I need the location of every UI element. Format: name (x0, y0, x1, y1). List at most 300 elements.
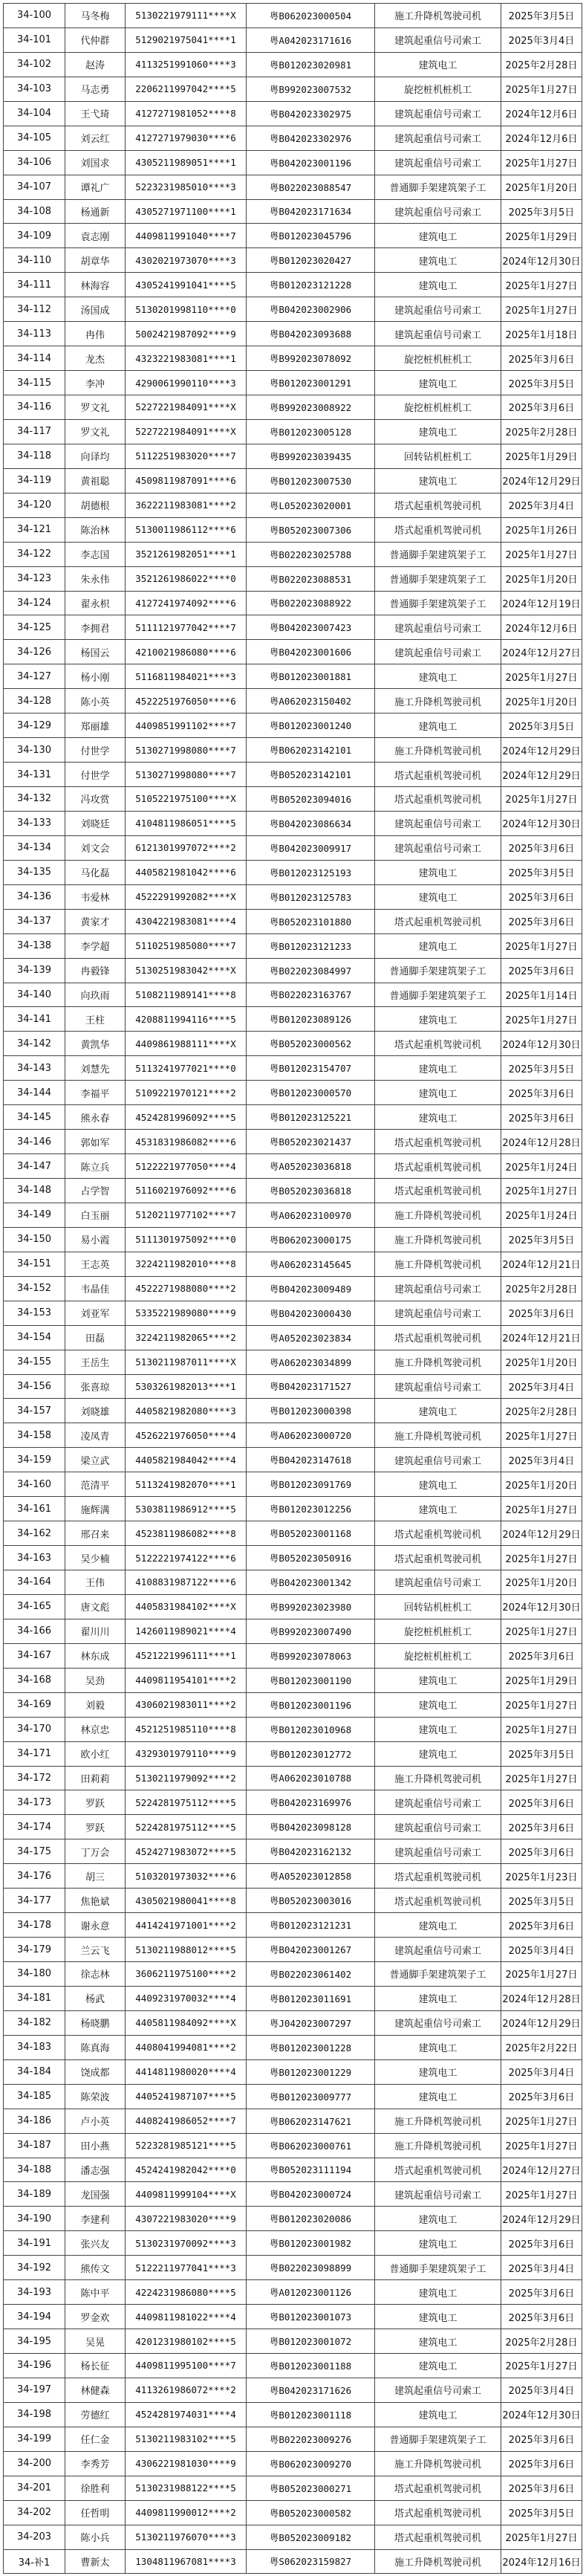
table-row (4, 2085, 582, 2109)
name-cell: 罗文礼 (65, 395, 126, 420)
table-row (4, 640, 582, 664)
job-type-cell: 建筑起重信号司索工 (375, 1448, 501, 1472)
row-index-cell: 34-166 (4, 1619, 65, 1644)
job-type-cell: 施工升降机驾驶司机 (375, 2452, 501, 2476)
job-type-cell: 建筑电工 (375, 1718, 501, 1742)
name-cell: 陈小兵 (65, 2525, 126, 2550)
date-cell: 2025年1月20日 (501, 1350, 582, 1375)
name-cell: 张兴友 (65, 2231, 126, 2256)
name-cell: 汤国成 (65, 297, 126, 322)
id-number-cell: 3224211982010****8 (126, 1252, 247, 1277)
certificate-number-cell: 粤B062023147621 (247, 2109, 375, 2134)
row-index-cell: 34-200 (4, 2452, 65, 2476)
certificate-number-cell: 粤B012023020086 (247, 2207, 375, 2231)
name-cell: 刘亚军 (65, 1301, 126, 1326)
job-type-cell: 塔式起重机驾驶司机 (375, 910, 501, 934)
date-cell: 2025年1月27日 (501, 2134, 582, 2158)
name-cell: 丁万会 (65, 1839, 126, 1864)
table-row (4, 1521, 582, 1546)
name-cell: 代仲群 (65, 28, 126, 53)
id-number-cell: 4523811986082****8 (126, 1521, 247, 1546)
row-index-cell: 34-131 (4, 763, 65, 787)
date-cell: 2025年1月27日 (501, 1179, 582, 1203)
id-number-cell: 4409851991102****7 (126, 713, 247, 738)
personnel-table (3, 3, 582, 2574)
id-number-cell: 5120211977102****7 (126, 1203, 247, 1228)
date-cell: 2025年1月27日 (501, 2182, 582, 2207)
name-cell: 欧小红 (65, 1742, 126, 1767)
id-number-cell: 4409811990012****2 (126, 2501, 247, 2525)
table-row (4, 2329, 582, 2354)
certificate-number-cell: 粤B042023007423 (247, 615, 375, 640)
id-number-cell: 4409811995100****7 (126, 2354, 247, 2378)
certificate-number-cell: 粤B022023084997 (247, 959, 375, 983)
id-number-cell: 5105221975100****X (126, 787, 247, 812)
name-cell: 陈治林 (65, 518, 126, 543)
id-number-cell: 4409811991040****7 (126, 224, 247, 248)
table-row (4, 689, 582, 713)
table-row (4, 1423, 582, 1448)
name-cell: 凌凤青 (65, 1423, 126, 1448)
date-cell: 2025年1月27日 (501, 1693, 582, 1718)
table-row (4, 1570, 582, 1595)
date-cell: 2024年12月30日 (501, 1032, 582, 1056)
row-index-cell: 34-140 (4, 983, 65, 1008)
date-cell: 2025年3月5日 (501, 1889, 582, 1913)
job-type-cell: 普通脚手架建筑架子工 (375, 567, 501, 592)
date-cell: 2025年1月27日 (501, 297, 582, 322)
row-index-cell: 34-198 (4, 2403, 65, 2427)
id-number-cell: 5116021976092****6 (126, 1179, 247, 1203)
table-row (4, 2207, 582, 2231)
row-index-cell: 34-178 (4, 1913, 65, 1938)
row-index-cell: 34-143 (4, 1056, 65, 1081)
certificate-number-cell: 粤B012023012256 (247, 1497, 375, 1521)
row-index-cell: 34-179 (4, 1938, 65, 1962)
row-index-cell: 34-145 (4, 1105, 65, 1130)
date-cell: 2025年1月27日 (501, 1007, 582, 1032)
table-row (4, 248, 582, 273)
table-row (4, 2036, 582, 2060)
id-number-cell: 2206211997042****5 (126, 77, 247, 102)
job-type-cell: 建筑电工 (375, 224, 501, 248)
name-cell: 曹新太 (65, 2550, 126, 2575)
date-cell: 2025年1月27日 (501, 1497, 582, 1521)
name-cell: 陈立兵 (65, 1154, 126, 1179)
date-cell: 2025年3月6日 (501, 2280, 582, 2305)
id-number-cell: 4524241982042****0 (126, 2158, 247, 2183)
table-row (4, 1007, 582, 1032)
name-cell: 邢召来 (65, 1521, 126, 1546)
name-cell: 吴劲 (65, 1669, 126, 1693)
date-cell: 2025年3月4日 (501, 2060, 582, 2085)
id-number-cell: 4305271971100****1 (126, 200, 247, 224)
name-cell: 陈小英 (65, 689, 126, 713)
certificate-number-cell: 粤B012023020427 (247, 248, 375, 273)
job-type-cell: 普通脚手架建筑架子工 (375, 592, 501, 616)
row-index-cell: 34-183 (4, 2036, 65, 2060)
name-cell: 范清平 (65, 1472, 126, 1497)
row-index-cell: 34-202 (4, 2501, 65, 2525)
row-index-cell: 34-136 (4, 885, 65, 910)
name-cell: 王伟 (65, 1570, 126, 1595)
row-index-cell: 34-117 (4, 420, 65, 444)
table-row (4, 592, 582, 616)
row-index-cell: 34-132 (4, 787, 65, 812)
job-type-cell: 建筑起重信号司索工 (375, 836, 501, 861)
table-row (4, 2011, 582, 2036)
table-row (4, 861, 582, 885)
id-number-cell: 4329301979110****9 (126, 1742, 247, 1767)
certificate-number-cell: 粤B012023001982 (247, 2231, 375, 2256)
id-number-cell: 1304811967081****3 (126, 2550, 247, 2575)
row-index-cell: 34-135 (4, 861, 65, 885)
name-cell: 陈中平 (65, 2280, 126, 2305)
table-row (4, 518, 582, 543)
name-cell: 田磊 (65, 1326, 126, 1350)
name-cell: 刘晓廷 (65, 812, 126, 836)
name-cell: 李志国 (65, 543, 126, 567)
row-index-cell: 34-101 (4, 28, 65, 53)
certificate-number-cell: 粤B012023010968 (247, 1718, 375, 1742)
table-row (4, 1693, 582, 1718)
certificate-number-cell: 粤B042023302975 (247, 102, 375, 126)
name-cell: 任哲明 (65, 2501, 126, 2525)
id-number-cell: 5122211977041****3 (126, 2256, 247, 2280)
date-cell: 2025年2月28日 (501, 420, 582, 444)
name-cell: 刘毅 (65, 1693, 126, 1718)
table-row (4, 444, 582, 469)
row-index-cell: 34-146 (4, 1130, 65, 1154)
certificate-number-cell: 粤B012023001196 (247, 1693, 375, 1718)
id-number-cell: 5223281985121****5 (126, 2134, 247, 2158)
name-cell: 胡三 (65, 1864, 126, 1889)
row-index-cell: 34-177 (4, 1889, 65, 1913)
certificate-number-cell: 粤B012023045796 (247, 224, 375, 248)
id-number-cell: 5111121977042****7 (126, 615, 247, 640)
certificate-number-cell: 粤B042023086634 (247, 812, 375, 836)
name-cell: 王弋琦 (65, 102, 126, 126)
date-cell: 2025年2月28日 (501, 53, 582, 77)
table-row (4, 934, 582, 959)
certificate-number-cell: 粤B052023036818 (247, 1179, 375, 1203)
table-row (4, 787, 582, 812)
date-cell: 2025年1月29日 (501, 224, 582, 248)
table-row (4, 420, 582, 444)
table-row (4, 1889, 582, 1913)
job-type-cell: 建筑电工 (375, 53, 501, 77)
row-index-cell: 34-199 (4, 2427, 65, 2452)
row-index-cell: 34-175 (4, 1839, 65, 1864)
name-cell: 向译均 (65, 444, 126, 469)
table-row (4, 983, 582, 1008)
name-cell: 罗跃 (65, 1815, 126, 1839)
id-number-cell: 5224281975112****5 (126, 1790, 247, 1815)
table-row (4, 273, 582, 297)
name-cell: 易小霞 (65, 1228, 126, 1252)
certificate-number-cell: 粤B012023011691 (247, 1987, 375, 2011)
job-type-cell: 建筑电工 (375, 2354, 501, 2378)
date-cell: 2025年3月6日 (501, 2452, 582, 2476)
job-type-cell: 施工升降机驾驶司机 (375, 1203, 501, 1228)
table-row (4, 2060, 582, 2085)
row-index-cell: 34-114 (4, 346, 65, 371)
table-row (4, 1497, 582, 1521)
row-index-cell: 34-137 (4, 910, 65, 934)
job-type-cell: 施工升降机驾驶司机 (375, 4, 501, 28)
certificate-number-cell: 粤B992023023980 (247, 1595, 375, 1619)
job-type-cell: 塔式起重机驾驶司机 (375, 1889, 501, 1913)
row-index-cell: 34-157 (4, 1399, 65, 1423)
table-row (4, 2501, 582, 2525)
name-cell: 赵涛 (65, 53, 126, 77)
row-index-cell: 34-168 (4, 1669, 65, 1693)
id-number-cell: 4409861988111****X (126, 1032, 247, 1056)
id-number-cell: 4201231980102****5 (126, 2329, 247, 2354)
job-type-cell: 建筑电工 (375, 1399, 501, 1423)
date-cell: 2024年12月27日 (501, 640, 582, 664)
row-index-cell: 34-150 (4, 1228, 65, 1252)
id-number-cell: 5303261982013****1 (126, 1375, 247, 1399)
date-cell: 2025年3月5日 (501, 371, 582, 395)
table-row (4, 224, 582, 248)
certificate-number-cell: 粤B012023121228 (247, 273, 375, 297)
name-cell: 林东成 (65, 1644, 126, 1669)
date-cell: 2024年12月29日 (501, 738, 582, 763)
table-row (4, 885, 582, 910)
job-type-cell: 建筑起重信号司索工 (375, 2378, 501, 2403)
certificate-number-cell: 粤B052023021437 (247, 1130, 375, 1154)
date-cell: 2025年1月27日 (501, 1718, 582, 1742)
certificate-number-cell: 粤B052023007306 (247, 518, 375, 543)
date-cell: 2024年12月30日 (501, 248, 582, 273)
job-type-cell: 建筑起重信号司索工 (375, 1938, 501, 1962)
table-row (4, 1448, 582, 1472)
name-cell: 白玉丽 (65, 1203, 126, 1228)
date-cell: 2025年1月20日 (501, 689, 582, 713)
row-index-cell: 34-141 (4, 1007, 65, 1032)
name-cell: 杨小刚 (65, 664, 126, 689)
row-index-cell: 34-170 (4, 1718, 65, 1742)
row-index-cell: 34-106 (4, 151, 65, 175)
date-cell: 2025年1月27日 (501, 151, 582, 175)
id-number-cell: 5130211979092****2 (126, 1767, 247, 1791)
name-cell: 罗文礼 (65, 420, 126, 444)
row-index-cell: 34-148 (4, 1179, 65, 1203)
row-index-cell: 34-121 (4, 518, 65, 543)
name-cell: 刘国求 (65, 151, 126, 175)
name-cell: 马冬梅 (65, 4, 126, 28)
row-index-cell: 34-108 (4, 200, 65, 224)
certificate-number-cell: 粤B012023089126 (247, 1007, 375, 1032)
date-cell: 2025年3月6日 (501, 2427, 582, 2452)
job-type-cell: 施工升降机驾驶司机 (375, 1350, 501, 1375)
date-cell: 2025年1月27日 (501, 2109, 582, 2134)
name-cell: 林健森 (65, 2378, 126, 2403)
job-type-cell: 塔式起重机驾驶司机 (375, 1154, 501, 1179)
row-index-cell: 34-125 (4, 615, 65, 640)
certificate-number-cell: 粤B012023125783 (247, 885, 375, 910)
certificate-number-cell: 粤B992023008922 (247, 395, 375, 420)
job-type-cell: 建筑起重信号司索工 (375, 322, 501, 346)
certificate-number-cell: 粤B022023088547 (247, 175, 375, 200)
date-cell: 2025年3月6日 (501, 1105, 582, 1130)
date-cell: 2025年2月28日 (501, 2329, 582, 2354)
id-number-cell: 4531831986082****6 (126, 1130, 247, 1154)
certificate-number-cell: 粤B012023125193 (247, 861, 375, 885)
date-cell: 2024年12月6日 (501, 615, 582, 640)
row-index-cell: 34-193 (4, 2280, 65, 2305)
certificate-number-cell: 粤B012023001188 (247, 2354, 375, 2378)
job-type-cell: 建筑电工 (375, 885, 501, 910)
job-type-cell: 建筑起重信号司索工 (375, 126, 501, 151)
job-type-cell: 建筑电工 (375, 1693, 501, 1718)
certificate-number-cell: 粤B022023088922 (247, 592, 375, 616)
job-type-cell: 建筑电工 (375, 1105, 501, 1130)
row-index-cell: 34-197 (4, 2378, 65, 2403)
date-cell: 2025年1月20日 (501, 1472, 582, 1497)
job-type-cell: 建筑电工 (375, 420, 501, 444)
row-index-cell: 34-115 (4, 371, 65, 395)
id-number-cell: 4304221983081****4 (126, 910, 247, 934)
job-type-cell: 建筑起重信号司索工 (375, 1301, 501, 1326)
certificate-number-cell: 粤B022023163767 (247, 983, 375, 1008)
date-cell: 2024年12月29日 (501, 469, 582, 493)
id-number-cell: 4127271979030****6 (126, 126, 247, 151)
id-number-cell: 4521251985110****8 (126, 1718, 247, 1742)
row-index-cell: 34-142 (4, 1032, 65, 1056)
job-type-cell: 普通脚手架建筑架子工 (375, 175, 501, 200)
date-cell: 2024年12月21日 (501, 1252, 582, 1277)
certificate-number-cell: 粤B052023101880 (247, 910, 375, 934)
job-type-cell: 建筑起重信号司索工 (375, 1839, 501, 1864)
table-row (4, 1767, 582, 1791)
table-row (4, 102, 582, 126)
name-cell: 冉毅锋 (65, 959, 126, 983)
name-cell: 谭礼广 (65, 175, 126, 200)
table-row (4, 77, 582, 102)
job-type-cell: 建筑电工 (375, 1081, 501, 1105)
certificate-number-cell: 粤B012023007530 (247, 469, 375, 493)
id-number-cell: 3224211982065****2 (126, 1326, 247, 1350)
table-row (4, 1105, 582, 1130)
date-cell: 2024年12月21日 (501, 1326, 582, 1350)
id-number-cell: 3622211983081****2 (126, 493, 247, 518)
date-cell: 2024年12月30日 (501, 1595, 582, 1619)
table-row (4, 615, 582, 640)
date-cell: 2025年1月27日 (501, 934, 582, 959)
table-row (4, 2476, 582, 2501)
certificate-number-cell: 粤B992023039435 (247, 444, 375, 469)
job-type-cell: 建筑电工 (375, 1056, 501, 1081)
name-cell: 罗跃 (65, 1790, 126, 1815)
job-type-cell: 建筑起重信号司索工 (375, 1277, 501, 1301)
name-cell: 李冲 (65, 371, 126, 395)
certificate-number-cell: 粤A052023012858 (247, 1864, 375, 1889)
certificate-number-cell: 粤B052023009182 (247, 2525, 375, 2550)
name-cell: 徐志林 (65, 1962, 126, 1987)
certificate-number-cell: 粤B012023000398 (247, 1399, 375, 1423)
job-type-cell: 施工升降机驾驶司机 (375, 1252, 501, 1277)
id-number-cell: 5110251985080****7 (126, 934, 247, 959)
job-type-cell: 回转钻机桩机工 (375, 1595, 501, 1619)
table-row (4, 2378, 582, 2403)
certificate-number-cell: 粤B022023061402 (247, 1962, 375, 1987)
certificate-number-cell: 粤S062023159827 (247, 2550, 375, 2575)
name-cell: 郭如军 (65, 1130, 126, 1154)
id-number-cell: 5111301975092****0 (126, 1228, 247, 1252)
date-cell: 2025年3月5日 (501, 713, 582, 738)
job-type-cell: 塔式起重机驾驶司机 (375, 2501, 501, 2525)
certificate-number-cell: 粤B042023093688 (247, 322, 375, 346)
id-number-cell: 4409811954101****2 (126, 1669, 247, 1693)
id-number-cell: 4409811999104****X (126, 2182, 247, 2207)
job-type-cell: 建筑电工 (375, 1472, 501, 1497)
certificate-number-cell: 粤B042023171626 (247, 2378, 375, 2403)
certificate-number-cell: 粤B042023001196 (247, 151, 375, 175)
job-type-cell: 建筑电工 (375, 2231, 501, 2256)
job-type-cell: 塔式起重机驾驶司机 (375, 2158, 501, 2183)
id-number-cell: 5109221970121****2 (126, 1081, 247, 1105)
table-row (4, 1130, 582, 1154)
id-number-cell: 5129021975041****1 (126, 28, 247, 53)
date-cell: 2025年3月6日 (501, 959, 582, 983)
job-type-cell: 建筑电工 (375, 1742, 501, 1767)
job-type-cell: 建筑电工 (375, 2280, 501, 2305)
row-index-cell: 34-155 (4, 1350, 65, 1375)
certificate-number-cell: 粤B062023000504 (247, 4, 375, 28)
name-cell: 刘晓雄 (65, 1399, 126, 1423)
date-cell: 2025年1月27日 (501, 273, 582, 297)
certificate-number-cell: 粤B052023111194 (247, 2158, 375, 2183)
id-number-cell: 5113241977021****0 (126, 1056, 247, 1081)
table-row (4, 2158, 582, 2183)
job-type-cell: 建筑起重信号司索工 (375, 200, 501, 224)
job-type-cell: 塔式起重机驾驶司机 (375, 1864, 501, 1889)
job-type-cell: 旋挖桩机桩机工 (375, 395, 501, 420)
certificate-number-cell: 粤A052023036818 (247, 1154, 375, 1179)
date-cell: 2025年3月4日 (501, 1448, 582, 1472)
name-cell: 王岳生 (65, 1350, 126, 1375)
id-number-cell: 4521221996111****1 (126, 1644, 247, 1669)
date-cell: 2025年3月6日 (501, 346, 582, 371)
date-cell: 2025年3月6日 (501, 2305, 582, 2329)
id-number-cell: 5108211989141****8 (126, 983, 247, 1008)
id-number-cell: 5116811984021****3 (126, 664, 247, 689)
name-cell: 付世学 (65, 763, 126, 787)
job-type-cell: 建筑起重信号司索工 (375, 1375, 501, 1399)
certificate-number-cell: 粤B992023078063 (247, 1644, 375, 1669)
certificate-number-cell: 粤B012023009777 (247, 2085, 375, 2109)
date-cell: 2025年3月5日 (501, 4, 582, 28)
table-row (4, 713, 582, 738)
certificate-number-cell: 粤B012023154707 (247, 1056, 375, 1081)
job-type-cell: 建筑起重信号司索工 (375, 1790, 501, 1815)
table-row (4, 543, 582, 567)
certificate-number-cell: 粤B012023121231 (247, 1913, 375, 1938)
date-cell: 2024年12月30日 (501, 2403, 582, 2427)
certificate-number-cell: 粤B012023001240 (247, 713, 375, 738)
certificate-number-cell: 粤B012023012772 (247, 1742, 375, 1767)
certificate-number-cell: 粤B052023001168 (247, 1521, 375, 1546)
table-row (4, 2280, 582, 2305)
id-number-cell: 4305241991041****5 (126, 273, 247, 297)
table-row (4, 28, 582, 53)
certificate-number-cell: 粤B042023000430 (247, 1301, 375, 1326)
table-row (4, 1815, 582, 1839)
date-cell: 2025年1月14日 (501, 983, 582, 1008)
certificate-number-cell: 粤B012023001072 (247, 2329, 375, 2354)
